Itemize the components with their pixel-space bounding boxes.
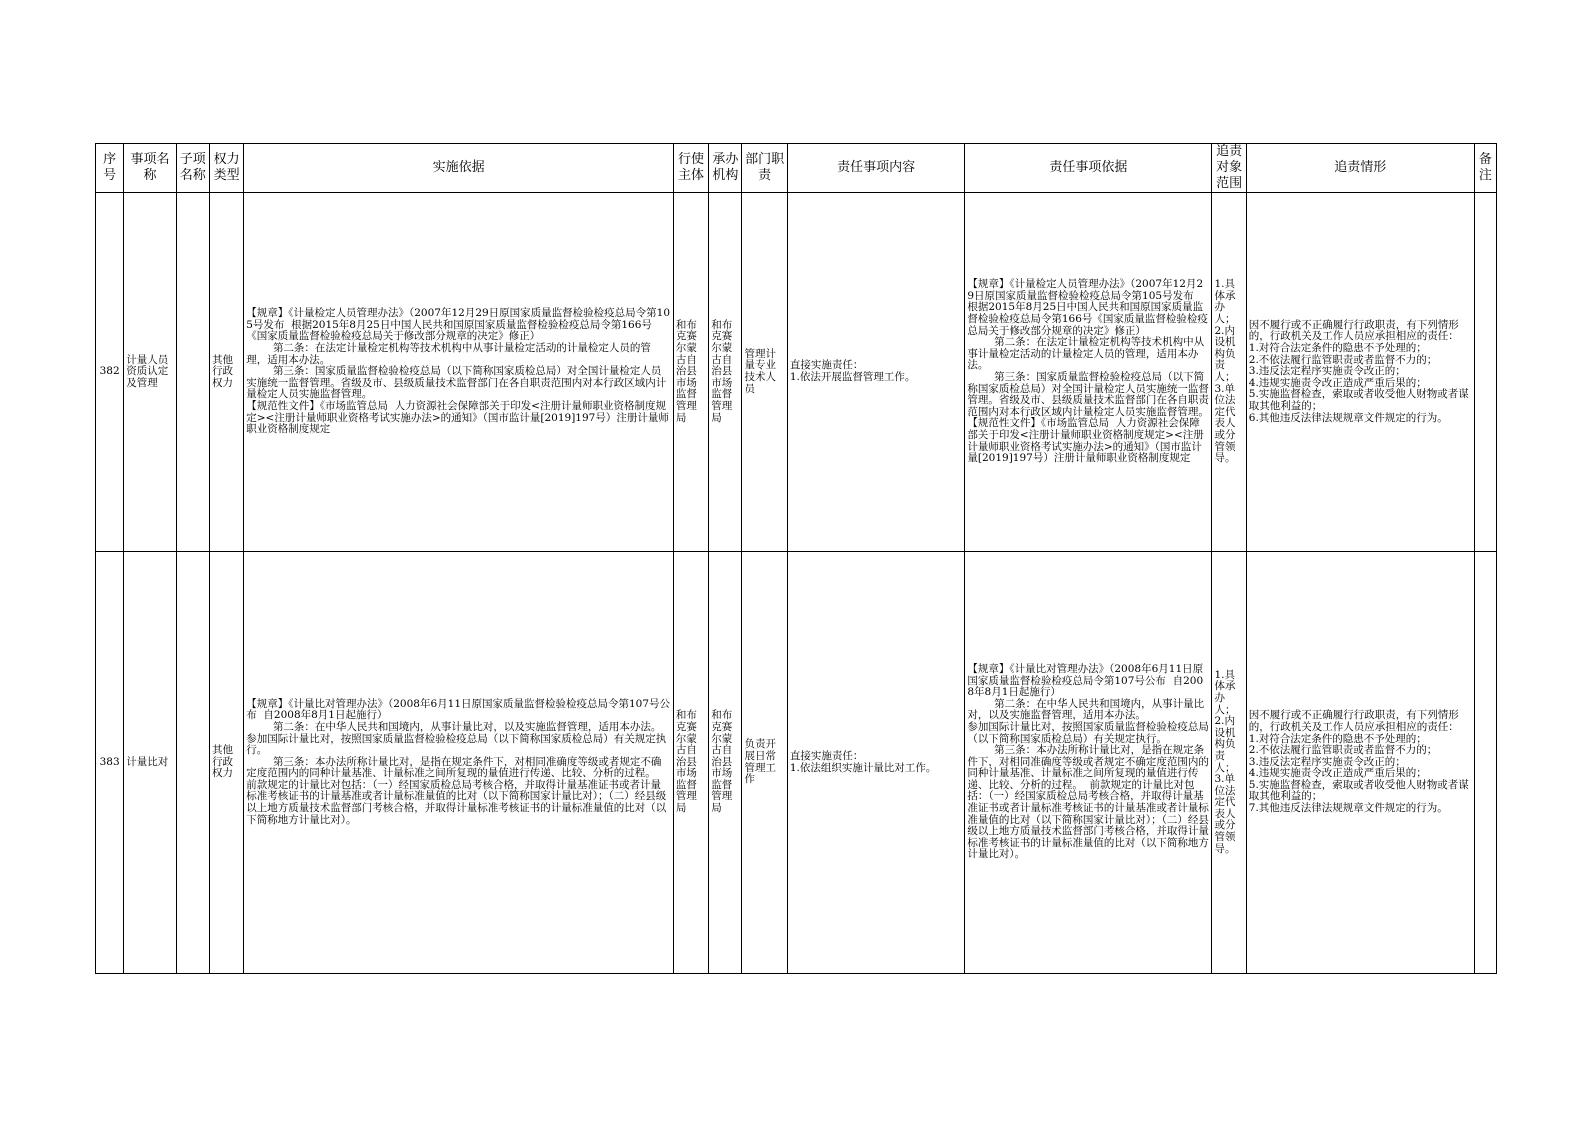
cell-note xyxy=(1474,552,1496,974)
cell-scope: 1.具体承办人；2.内设机构负责人；3.单位法定代表人或分管领导。 xyxy=(1212,552,1246,974)
cell-duty: 负责开展日常管理工作 xyxy=(742,552,787,974)
header-seq: 序号 xyxy=(96,144,124,193)
cell-sub-name xyxy=(176,552,209,974)
header-note: 备注 xyxy=(1474,144,1496,193)
cell-situation: 因不履行或不正确履行行政职责，有下列情形的，行政机关及工作人员应承担相应的责任： 1.对符合法定条件的隐患不予处理的； 2.不依法履行监管职责或者监督不力的； 3.违反法定程序实施责令改正的； 4.违规实施责令改正造成严重后果的； 5.实施监督检查，索取或者收受他人财物或者谋取其他利益的； 7.其他违反法律法规规章文件规定的行为。 xyxy=(1246,552,1474,974)
cell-scope: 1.具体承办人；2.内设机构负责人；3.单位法定代表人或分管领导。 xyxy=(1212,193,1246,552)
cell-seq: 382 xyxy=(96,193,124,552)
cell-power-type: 其他行政权力 xyxy=(209,552,243,974)
cell-note xyxy=(1474,193,1496,552)
cell-power-type: 其他行政权力 xyxy=(209,193,243,552)
header-row xyxy=(96,144,1497,193)
header-scope: 追责对象范围 xyxy=(1212,144,1246,193)
header-situation: 追责情形 xyxy=(1246,144,1474,193)
header-resp-basis: 责任事项依据 xyxy=(965,144,1212,193)
cell-resp-basis: 【规章】《计量比对管理办法》（2008年6月11日原国家质量监督检验检疫总局令第107号公布 自2008年8月1日起施行） 第二条：在中华人民共和国境内，从事计量比对，以及实施监督管理，适用本办法。 参加国际计量比对，按照国家质量监督检验检疫总局（以下简称国家质检总局）有关规定执行。 第三条：本办法所称计量比对，是指在规定条件下，对相同准确度等级或者规定不确定度范围内的同种计量基准、计量标准之间所复现的量值进行传递、比较、分析的过程。 前款规定的计量比对包括：（一）经国家质检总局考核合格，并取得计量基准证书或者计量标准考核证书的计量基准或者计量标准量值的比对（以下简称国家计量比对）；（二）经县级以上地方质量技术监督部门考核合格，并取得计量标准考核证书的计量标准量值的比对（以下简称地方计量比对）。 xyxy=(965,552,1212,974)
header-item-name: 事项名称 xyxy=(124,144,176,193)
cell-subject: 和布克赛尔蒙古自治县市场监督管理局 xyxy=(673,193,708,552)
cell-agency: 和布克赛尔蒙古自治县市场监督管理局 xyxy=(709,193,742,552)
table-row xyxy=(96,193,1497,552)
cell-basis: 【规章】《计量比对管理办法》（2008年6月11日原国家质量监督检验检疫总局令第107号公布 自2008年8月1日起施行） 第二条：在中华人民共和国境内，从事计量比对，以及实施监督管理，适用本办法。 参加国际计量比对，按照国家质量监督检验检疫总局（以下简称国家质检总局）有关规定执行。 第三条：本办法所称计量比对，是指在规定条件下，对相同准确度等级或者规定不确定度范围内的同种计量基准、计量标准之间所复现的量值进行传递、比较、分析的过程。 前款规定的计量比对包括：（一）经国家质检总局考核合格，并取得计量基准证书或者计量标准考核证书的计量基准或者计量标准量值的比对（以下简称国家计量比对）；（二）经县级以上地方质量技术监督部门考核合格，并取得计量标准考核证书的计量标准量值的比对（以下简称地方计量比对）。 xyxy=(244,552,674,974)
table-row xyxy=(96,552,1497,974)
cell-seq: 383 xyxy=(96,552,124,974)
cell-resp-content: 直接实施责任： 1.依法开展监督管理工作。 xyxy=(787,193,965,552)
cell-resp-basis: 【规章】《计量检定人员管理办法》（2007年12月29日原国家质量监督检验检疫总局令第105号发布 根据2015年8月25日中国人民共和国原国家质量监督检验检疫总局令第166号《国家质量监督检验检疫总局关于修改部分规章的决定》修正） 第二条：在法定计量检定机构等技术机构中从事计量检定活动的计量检定人员的管理，适用本办法。 第三条：国家质量监督检验检疫总局（以下简称国家质检总局）对全国计量检定人员实施统一监督管理。省级及市、县级质量技术监督部门在各自职责范围内对本行政区域内计量检定人员实施监督管理。 【规范性文件】《市场监管总局 人力资源社会保障部关于印发<注册计量师职业资格制度规定><注册计量师职业资格考试实施办法>的通知》（国市监计量[2019]197号）注册计量师职业资格制度规定 xyxy=(965,193,1212,552)
cell-subject: 和布克赛尔蒙古自治县市场监督管理局 xyxy=(673,552,708,974)
cell-item-name: 计量比对 xyxy=(124,552,176,974)
cell-agency: 和布克赛尔蒙古自治县市场监督管理局 xyxy=(709,552,742,974)
header-agency: 承办机构 xyxy=(709,144,742,193)
header-basis: 实施依据 xyxy=(244,144,674,193)
header-duty: 部门职责 xyxy=(742,144,787,193)
cell-duty: 管理计量专业技术人员 xyxy=(742,193,787,552)
cell-situation: 因不履行或不正确履行行政职责，有下列情形的，行政机关及工作人员应承担相应的责任： 1.对符合法定条件的隐患不予处理的； 2.不依法履行监管职责或者监督不力的； 3.违反法定程序实施责令改正的； 4.违规实施责令改正造成严重后果的； 5.实施监督检查，索取或者收受他人财物或者谋取其他利益的； 6.其他违反法律法规规章文件规定的行为。 xyxy=(1246,193,1474,552)
header-sub-name: 子项名称 xyxy=(176,144,209,193)
cell-basis: 【规章】《计量检定人员管理办法》（2007年12月29日原国家质量监督检验检疫总局令第105号发布 根据2015年8月25日中国人民共和国原国家质量监督检验检疫总局令第166号《国家质量监督检验检疫总局关于修改部分规章的决定》修正） 第二条：在法定计量检定机构等技术机构中从事计量检定活动的计量检定人员的管理，适用本办法。 第三条：国家质量监督检验检疫总局（以下简称国家质检总局）对全国计量检定人员实施统一监督管理。省级及市、县级质量技术监督部门在各自职责范围内对本行政区域内计量检定人员实施监督管理。 【规范性文件】《市场监管总局 人力资源社会保障部关于印发<注册计量师职业资格制度规定><注册计量师职业资格考试实施办法>的通知》（国市监计量[2019]197号）注册计量师职业资格制度规定 xyxy=(244,193,674,552)
header-subject: 行使主体 xyxy=(673,144,708,193)
cell-item-name: 计量人员资质认定及管理 xyxy=(124,193,176,552)
responsibility-table xyxy=(95,143,1497,974)
header-power-type: 权力类型 xyxy=(209,144,243,193)
cell-resp-content: 直接实施责任： 1.依法组织实施计量比对工作。 xyxy=(787,552,965,974)
header-resp-content: 责任事项内容 xyxy=(787,144,965,193)
cell-sub-name xyxy=(176,193,209,552)
